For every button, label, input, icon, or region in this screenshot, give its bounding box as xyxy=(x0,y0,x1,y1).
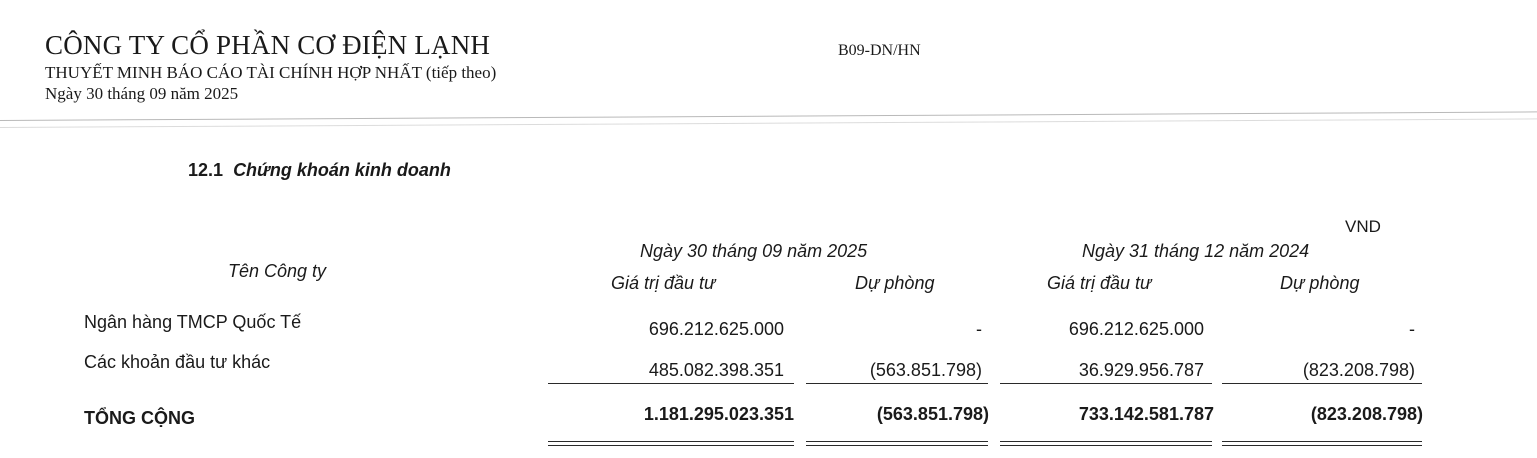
total-double-rule xyxy=(548,441,794,446)
period-header-2025: Ngày 30 tháng 09 năm 2025 xyxy=(640,241,868,261)
currency-label: VND xyxy=(1345,217,1381,236)
section-number: 12.1 xyxy=(188,160,224,180)
row-investment-2024: 36.929.956.787 xyxy=(1078,360,1204,380)
provision-header-2024: Dự phòng xyxy=(1280,273,1360,293)
row-company-name: Các khoản đầu tư khác xyxy=(84,352,271,372)
row-provision-2024: (823.208.798) xyxy=(1302,360,1415,380)
total-double-rule xyxy=(1000,441,1212,446)
total-double-rule xyxy=(1222,441,1422,446)
total-investment-2025: 1.181.295.023.351 xyxy=(643,404,794,424)
row-investment-2025: 696.212.625.000 xyxy=(648,319,784,339)
header-divider-shadow xyxy=(0,118,1537,128)
subtotal-rule xyxy=(1000,383,1212,384)
row-company-name: Ngân hàng TMCP Quốc Tế xyxy=(84,312,302,332)
row-provision-2025: (563.851.798) xyxy=(869,360,982,380)
section-title xyxy=(188,160,451,181)
total-provision-2025: (563.851.798) xyxy=(876,404,989,424)
subtotal-rule xyxy=(1222,383,1422,384)
report-date: Ngày 30 tháng 09 năm 2025 xyxy=(45,84,239,103)
subtotal-rule xyxy=(548,383,794,384)
total-label: TỔNG CỘNG xyxy=(84,408,195,428)
investment-header-2024: Giá trị đầu tư xyxy=(1047,273,1152,293)
row-provision-2024: - xyxy=(1409,319,1415,339)
report-subtitle: THUYẾT MINH BÁO CÁO TÀI CHÍNH HỢP NHẤT (tiếp theo) xyxy=(45,63,497,82)
total-investment-2024: 733.142.581.787 xyxy=(1078,404,1214,424)
company-name: CÔNG TY CỔ PHẦN CƠ ĐIỆN LẠNH xyxy=(45,30,491,60)
period-header-2024: Ngày 31 tháng 12 năm 2024 xyxy=(1082,241,1310,261)
provision-header-2025: Dự phòng xyxy=(855,273,935,293)
row-investment-2024: 696.212.625.000 xyxy=(1068,319,1204,339)
section-name: Chứng khoán kinh doanh xyxy=(233,160,451,180)
row-provision-2025: - xyxy=(976,319,982,339)
row-investment-2025: 485.082.398.351 xyxy=(648,360,784,380)
form-code: B09-DN/HN xyxy=(838,42,921,59)
total-double-rule xyxy=(806,441,988,446)
company-column-header: Tên Công ty xyxy=(228,261,327,281)
investment-header-2025: Giá trị đầu tư xyxy=(611,273,716,293)
subtotal-rule xyxy=(806,383,988,384)
total-provision-2024: (823.208.798) xyxy=(1310,404,1423,424)
